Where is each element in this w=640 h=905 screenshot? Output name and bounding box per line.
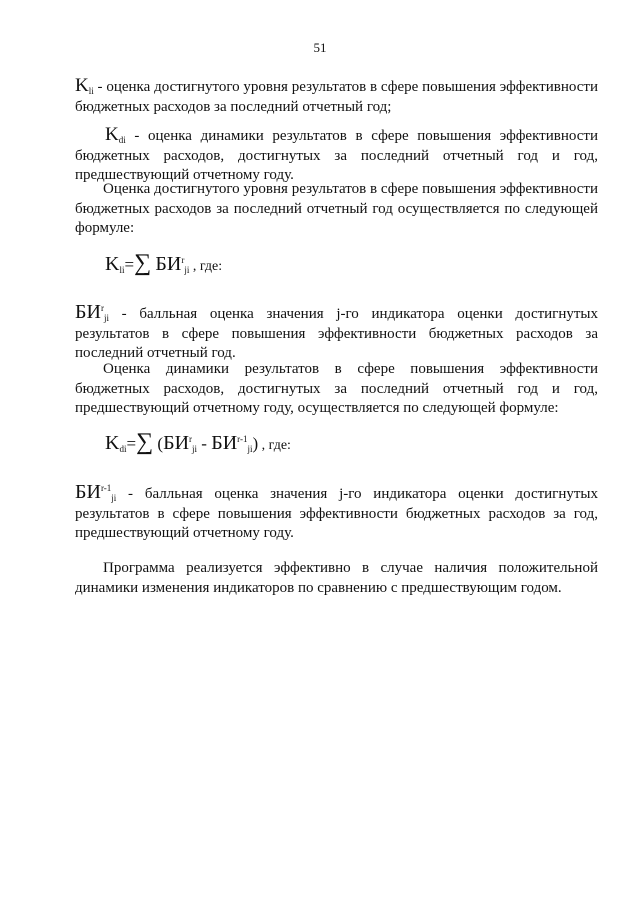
formula-level-term-superscript: r	[181, 255, 185, 265]
formula-level-term-subscript: ji	[184, 265, 190, 275]
definition-bi-previous	[75, 483, 598, 544]
definition-k-dynamics	[75, 125, 598, 186]
formula-level	[105, 249, 222, 281]
sigma-symbol: ∑	[134, 250, 152, 276]
definition-bi-current-text: - балльная оценка значения j-го индикатора оценки достигнутых результатов в сфере повышения эффективности бюджетных расходов за последний отчетный год.	[75, 306, 598, 361]
formula-dynamics-lhs-subscript: di	[119, 444, 127, 454]
formula-dynamics-term2-superscript: r-1	[237, 434, 248, 444]
definition-bi-previous-text: - балльная оценка значения j-го индикатора оценки достигнутых результатов в сфере повышения эффективности бюджетных расходов за год, предшествующий отчетному году.	[75, 486, 598, 541]
formula-dynamics-tail: , где:	[258, 438, 291, 453]
formula-dynamics-term1-superscript: r	[189, 434, 193, 444]
formula-dynamics-lhs: K	[105, 432, 120, 454]
symbol-k: K	[105, 124, 119, 145]
symbol-bi-superscript: r-1	[100, 483, 112, 493]
symbol-bi-superscript: r	[100, 303, 104, 313]
symbol-k: K	[75, 75, 89, 96]
symbol-k-subscript: li	[88, 86, 94, 96]
paragraph-level-assessment: Оценка достигнутого уровня результатов в сфере повышения эффективности бюджетных расходов за последний отчетный год осуществляется по следующей формуле:	[75, 181, 598, 236]
paragraph-dynamics-assessment: Оценка динамики результатов в сфере повышения эффективности бюджетных расходов, достигнутых за последний отчетный год и год, предшествующий отчетному году, осуществляется по следующей формуле:	[75, 361, 598, 416]
definition-k-level	[75, 76, 598, 117]
definition-k-level-text: - оценка достигнутого уровня результатов в сфере повышения эффективности бюджетных расходов за последний отчетный год;	[75, 79, 598, 115]
symbol-bi-subscript: ji	[111, 493, 117, 503]
formula-dynamics-term2-subscript: ji	[247, 444, 253, 454]
formula-dynamics-equals: =	[126, 434, 137, 453]
formula-level-tail: , где:	[189, 259, 223, 274]
formula-dynamics-close-paren: )	[252, 434, 259, 453]
sigma-symbol: ∑	[136, 429, 154, 455]
symbol-bi: БИ	[75, 301, 101, 323]
symbol-k-subscript: di	[118, 135, 126, 145]
symbol-bi: БИ	[75, 481, 101, 503]
symbol-bi-subscript: ji	[103, 313, 109, 323]
definition-bi-current	[75, 303, 598, 364]
formula-dynamics-term1: БИ	[163, 432, 190, 454]
formula-dynamics-open-paren: (	[153, 434, 164, 453]
formula-dynamics-minus: -	[197, 434, 212, 453]
paragraph-conclusion: Программа реализуется эффективно в случае наличия положительной динамики изменения индикаторов по сравнению с предшествующим годом.	[75, 560, 598, 596]
formula-dynamics	[105, 428, 291, 460]
page-number: 51	[313, 40, 327, 55]
formula-level-equals: =	[124, 255, 135, 274]
formula-dynamics-term1-subscript: ji	[192, 444, 198, 454]
formula-level-lhs: K	[105, 253, 120, 275]
formula-level-lhs-subscript: li	[119, 265, 125, 275]
formula-dynamics-term2: БИ	[211, 432, 238, 454]
formula-level-term: БИ	[155, 253, 182, 275]
definition-k-dynamics-text: - оценка динамики результатов в сфере повышения эффективности бюджетных расходов, достигнутых за последний отчетный год и год, предшествующий отчетному году.	[75, 128, 598, 183]
